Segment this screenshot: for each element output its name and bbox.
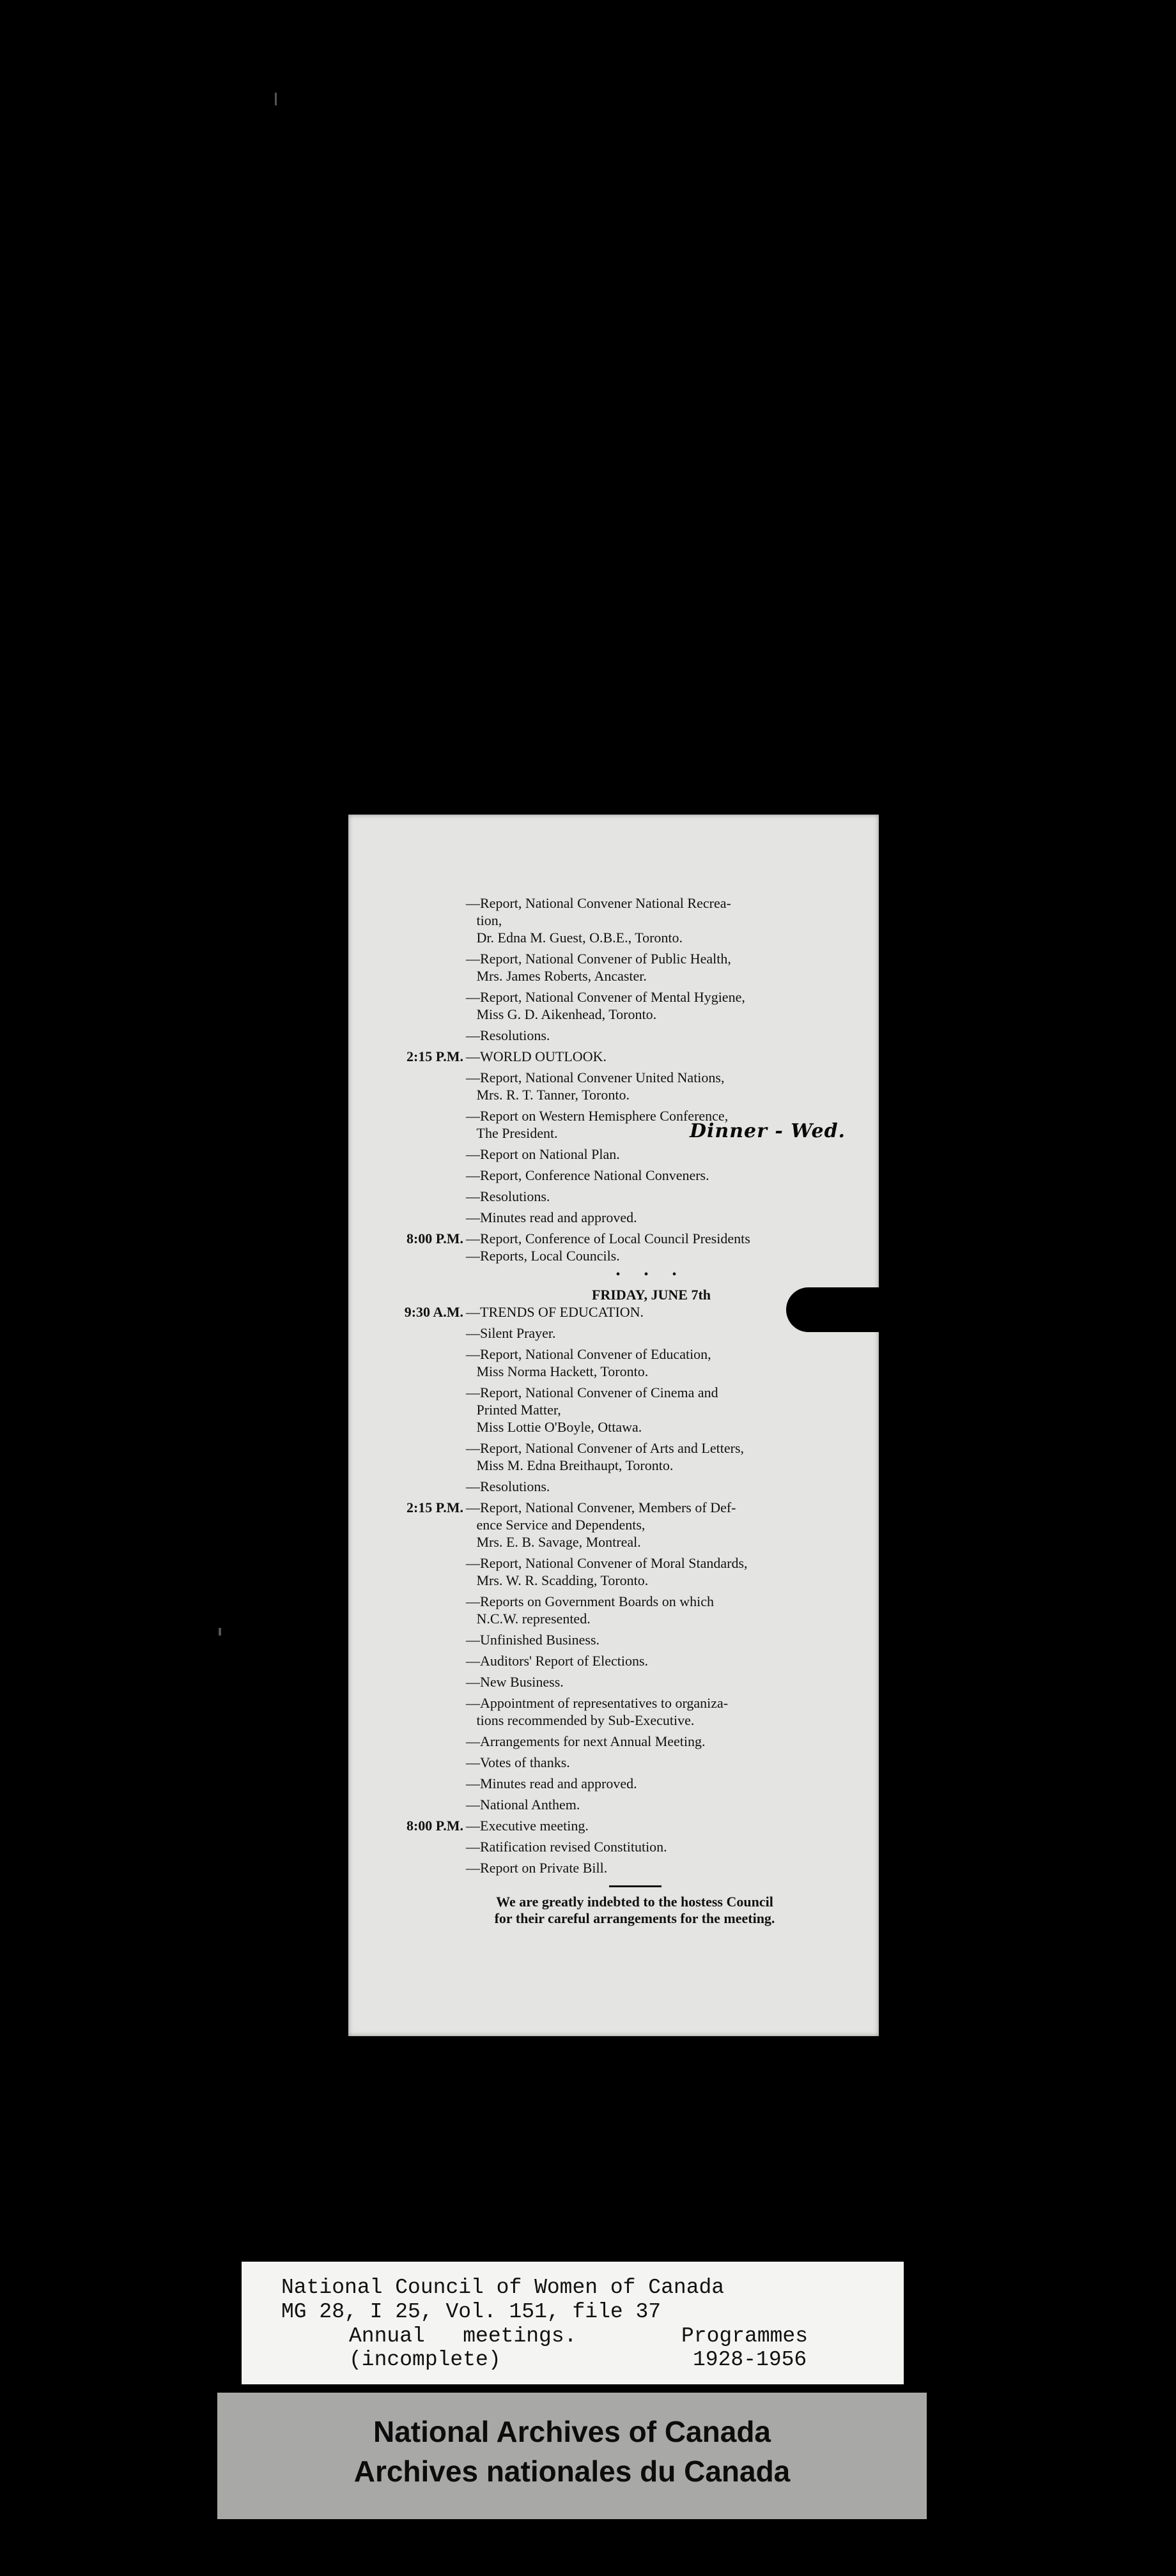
programme-time — [392, 1069, 463, 1103]
closing-line-1: We are greatly indebted to the hostess Council — [496, 1894, 773, 1910]
programme-text: —Ratification revised Constitution. — [466, 1839, 667, 1855]
programme-time — [392, 1324, 463, 1342]
programme-text: —Auditors' Report of Elections. — [466, 1653, 649, 1669]
programme-text: —Report, National Convener of Arts and Letters, Miss M. Edna Breithaupt, Toronto. — [466, 1440, 745, 1473]
programme-time — [392, 1694, 463, 1729]
programme-item — [392, 1324, 839, 1342]
programme-item — [392, 1048, 839, 1065]
label-line-3-left: Annual meetings. — [349, 2324, 577, 2348]
label-line-1: National Council of Women of Canada — [281, 2276, 725, 2299]
programme-text: —Resolutions. — [466, 1188, 550, 1204]
programme-time — [392, 1107, 463, 1142]
programme-item — [392, 1209, 839, 1226]
archives-title-french: Archives nationales du Canada — [353, 2455, 791, 2488]
programme-item — [392, 1593, 839, 1627]
archives-title-english: National Archives of Canada — [373, 2415, 771, 2448]
programme-item — [392, 1107, 846, 1142]
programme-text: —Unfinished Business. — [466, 1632, 600, 1648]
programme-content — [392, 894, 846, 1927]
programme-text: —Report, Conference of Local Council Presidents —Reports, Local Councils. — [466, 1230, 750, 1264]
programme-list-friday — [392, 1303, 839, 1876]
programme-text: —Resolutions. — [466, 1027, 550, 1043]
programme-item — [392, 1817, 839, 1834]
programme-item — [392, 1303, 839, 1321]
programme-text: —WORLD OUTLOOK. — [466, 1048, 607, 1064]
film-speck — [275, 93, 277, 105]
programme-page — [348, 815, 879, 2036]
programme-text: —Report on National Plan. — [466, 1146, 620, 1162]
divider-rule — [609, 1885, 662, 1887]
programme-item — [392, 950, 839, 985]
programme-time — [392, 1593, 463, 1627]
handwritten-note: Dinner - Wed. — [689, 1120, 846, 1142]
programme-text: —New Business. — [466, 1674, 564, 1690]
programme-item — [392, 1069, 839, 1103]
programme-text: —Report, National Convener of Moral Standards, Mrs. W. R. Scadding, Toronto. — [466, 1555, 748, 1588]
programme-time: 9:30 A.M. — [404, 1304, 463, 1320]
programme-time — [392, 1146, 463, 1163]
programme-text: —Report, National Convener of Mental Hygiene, Miss G. D. Aikenhead, Toronto. — [466, 989, 745, 1022]
programme-time — [392, 1384, 463, 1436]
programme-item — [392, 1027, 839, 1044]
programme-item — [392, 1230, 839, 1264]
programme-time — [392, 1346, 463, 1380]
archive-label-card — [242, 2262, 904, 2384]
programme-item — [392, 1796, 839, 1813]
separator-dots: • • • — [615, 1268, 687, 1282]
label-line-4-left: (incomplete) — [349, 2348, 501, 2372]
programme-time — [392, 988, 463, 1023]
programme-item — [392, 1694, 839, 1729]
programme-text: —Report, National Convener National Recrea- tion, Dr. Edna M. Guest, O.B.E., Toronto. — [466, 895, 731, 946]
programme-text: —Report, Conference National Conveners. — [466, 1167, 709, 1183]
programme-time — [392, 1027, 463, 1044]
film-tab-shape — [786, 1287, 882, 1332]
programme-text: —Report, National Convener United Nations, Mrs. R. T. Tanner, Toronto. — [466, 1070, 725, 1103]
programme-time — [392, 1838, 463, 1855]
programme-time: 8:00 P.M. — [406, 1818, 463, 1834]
programme-text: —Minutes read and approved. — [466, 1775, 637, 1791]
programme-item — [392, 1733, 839, 1750]
programme-time — [392, 1775, 463, 1792]
closing-line-2: for their careful arrangements for the meeting. — [494, 1910, 775, 1926]
label-line-3-right: Programmes — [681, 2324, 808, 2348]
programme-item — [392, 1346, 839, 1380]
programme-time — [392, 950, 463, 985]
friday-heading: FRIDAY, JUNE 7th — [591, 1287, 711, 1303]
programme-item — [392, 1754, 839, 1771]
programme-item — [392, 1838, 839, 1855]
programme-item — [392, 1499, 839, 1551]
programme-text: —Arrangements for next Annual Meeting. — [466, 1733, 706, 1749]
programme-text: —Report on Private Bill. — [466, 1860, 608, 1876]
programme-item — [392, 988, 839, 1023]
programme-item — [392, 1146, 839, 1163]
archives-banner — [217, 2393, 927, 2519]
programme-item — [392, 1859, 839, 1876]
label-line-4-right: 1928-1956 — [693, 2348, 807, 2372]
programme-time — [392, 1478, 463, 1495]
programme-item — [392, 1775, 839, 1792]
programme-time: 2:15 P.M. — [406, 1499, 463, 1515]
programme-time — [392, 1754, 463, 1771]
programme-item — [392, 1631, 839, 1648]
programme-item — [392, 1554, 839, 1589]
programme-text: —Report, National Convener of Cinema and Printed Matter, Miss Lottie O'Boyle, Ottawa. — [466, 1384, 718, 1435]
programme-time — [392, 1167, 463, 1184]
programme-item — [392, 1673, 839, 1690]
programme-item — [392, 1439, 839, 1474]
programme-text: —Executive meeting. — [466, 1818, 589, 1834]
programme-item — [392, 1384, 839, 1436]
programme-text: —Votes of thanks. — [466, 1754, 570, 1770]
programme-text: —Silent Prayer. — [466, 1325, 556, 1341]
programme-time — [392, 1673, 463, 1690]
programme-text: —Reports on Government Boards on which N.C.W. represented. — [466, 1593, 714, 1627]
programme-list-wednesday — [392, 894, 846, 1264]
programme-text: —Report, National Convener, Members of Def- ence Service and Dependents, Mrs. E. B. Savage, Montreal. — [466, 1499, 736, 1550]
programme-item — [392, 894, 839, 946]
label-line-2: MG 28, I 25, Vol. 151, file 37 — [281, 2300, 662, 2324]
programme-time — [392, 1439, 463, 1474]
programme-time — [392, 1209, 463, 1226]
programme-item — [392, 1167, 839, 1184]
programme-item — [392, 1188, 839, 1205]
programme-text: —Report, National Convener of Education, Miss Norma Hackett, Toronto. — [466, 1346, 711, 1379]
programme-time — [392, 1733, 463, 1750]
programme-time — [392, 894, 463, 946]
programme-text: —Report, National Convener of Public Health, Mrs. James Roberts, Ancaster. — [466, 951, 731, 984]
programme-time: 2:15 P.M. — [406, 1048, 463, 1064]
programme-time — [392, 1796, 463, 1813]
programme-item — [392, 1478, 839, 1495]
film-speck — [219, 1628, 221, 1636]
programme-text: —Appointment of representatives to organiza- tions recommended by Sub-Executive. — [466, 1695, 729, 1728]
programme-time — [392, 1631, 463, 1648]
programme-text: —Resolutions. — [466, 1478, 550, 1494]
programme-time: 8:00 P.M. — [406, 1230, 463, 1246]
programme-text: —Minutes read and approved. — [466, 1209, 637, 1225]
programme-text: —TRENDS OF EDUCATION. — [466, 1304, 644, 1320]
programme-time — [392, 1652, 463, 1669]
programme-time — [392, 1859, 463, 1876]
programme-text: —National Anthem. — [466, 1797, 580, 1813]
programme-item — [392, 1652, 839, 1669]
programme-text: —Report on Western Hemisphere Conference, The President. — [466, 1108, 729, 1141]
programme-time — [392, 1554, 463, 1589]
programme-time — [392, 1188, 463, 1205]
